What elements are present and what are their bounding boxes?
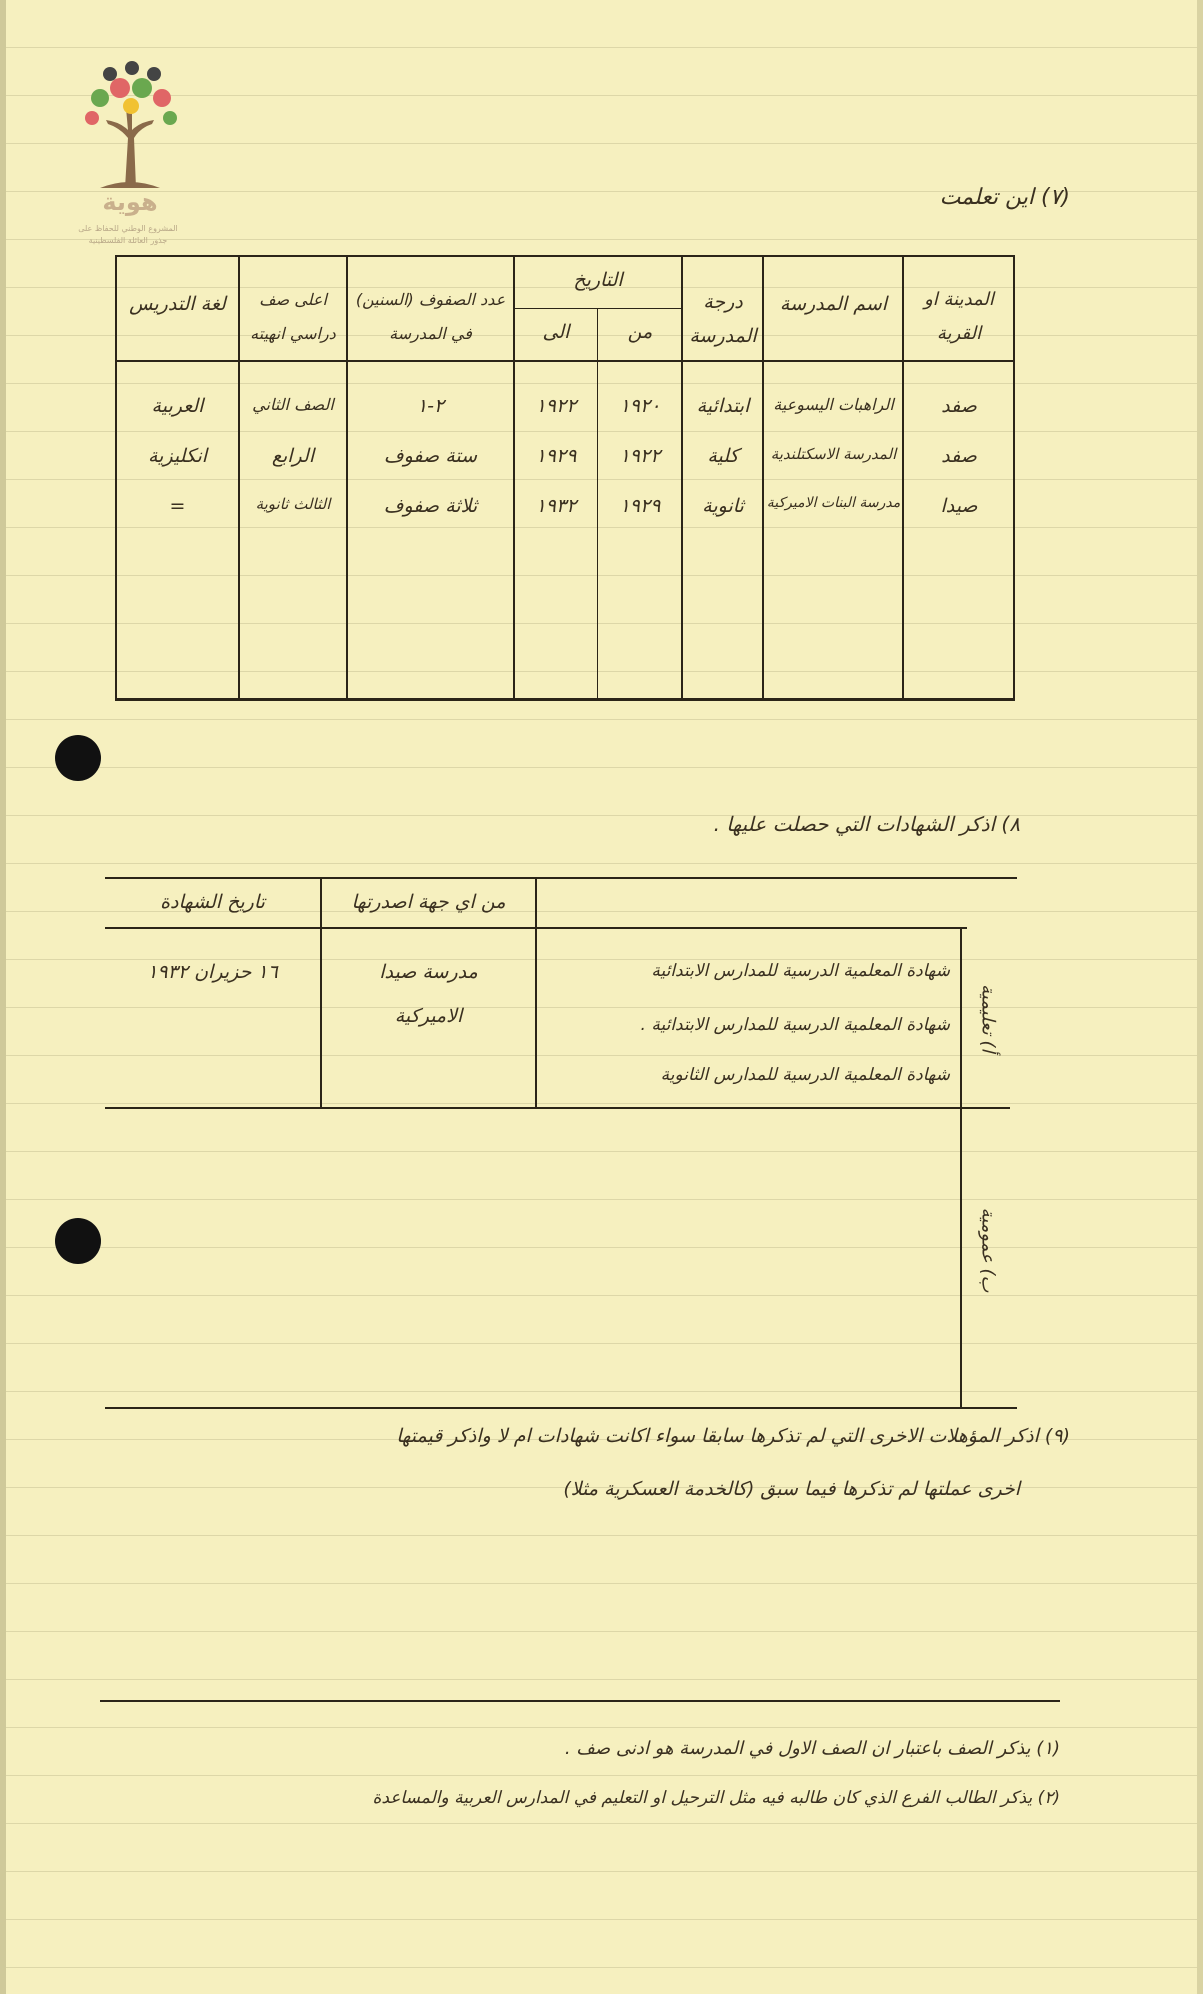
side-label-general: ب) عمومية xyxy=(977,1207,999,1293)
punch-hole-top xyxy=(55,735,101,781)
section8-title: ٨) اذكر الشهادات التي حصلت عليها . xyxy=(713,812,1020,836)
section9-line2: اخرى عملتها لم تذكرها فيما سبق (كالخدمة العسكرية مثلا) xyxy=(563,1478,1020,1500)
row1-grade: ابتدائية xyxy=(696,395,750,417)
row2-language: انكليزية xyxy=(147,445,208,467)
row2-school: المدرسة الاسكتلندية xyxy=(770,445,897,463)
section7-title: (٧) اين تعلمت xyxy=(939,185,1070,210)
row1-city: صفد xyxy=(941,395,977,417)
row3-to: ١٩٣٢ xyxy=(535,495,577,517)
header-highest: اعلى صف دراسي انهيته xyxy=(250,290,336,343)
certificates-table xyxy=(105,877,1017,1412)
row1-classes: ٢-١ xyxy=(416,395,445,417)
footnote-1: (١) يذكر الصف باعتبار ان الصف الاول في المدرسة هو ادنى صف . xyxy=(564,1738,1060,1759)
hawiya-logo xyxy=(70,48,190,268)
header-school: اسم المدرسة xyxy=(779,293,888,315)
row2-highest: الرابع xyxy=(271,445,315,467)
header-cert-date: تاريخ الشهادة xyxy=(160,891,265,913)
row3-city: صيدا xyxy=(940,495,978,517)
section9-line1: (٩) اذكر المؤهلات الاخرى التي لم تذكرها سابقا سواء اكانت شهادات ام لا واذكر قيمتها xyxy=(396,1425,1070,1447)
header-grade: درجة المدرسة xyxy=(689,291,757,347)
header-city: المدينة او القرية xyxy=(924,289,994,344)
logo-tagline-1: المشروع الوطني للحفاظ على xyxy=(78,224,178,233)
cert-3: شهادة المعلمية الدرسية للمدارس الثانوية xyxy=(660,1065,950,1085)
row2-to: ١٩٢٩ xyxy=(535,445,577,467)
row2-from: ١٩٢٢ xyxy=(619,445,661,467)
cert-issuer-2: الاميركية xyxy=(394,1005,463,1027)
row2-grade: كلية xyxy=(707,445,739,467)
row3-language: = xyxy=(169,495,186,517)
tree-icon xyxy=(70,48,190,188)
cert-2: شهادة المعلمية الدرسية للمدارس الابتدائية . xyxy=(640,1015,950,1035)
row1-highest: الصف الثاني xyxy=(252,395,334,414)
header-cert-issuer: من اي جهة اصدرتها xyxy=(351,891,506,913)
row3-classes: ثلاثة صفوف xyxy=(383,495,478,517)
side-label-educational: أ) تعليمية xyxy=(977,984,999,1053)
logo-tagline-2: جذور العائلة الفلسطينية xyxy=(88,236,168,245)
education-table xyxy=(115,255,1015,700)
logo-brand: هوية xyxy=(102,188,158,216)
header-to: الى xyxy=(542,321,570,343)
page-edge-left xyxy=(0,0,6,1994)
row1-from: ١٩٢٠ xyxy=(619,395,661,417)
page-edge-right xyxy=(1197,0,1203,1994)
cert-issuer-1: مدرسة صيدا xyxy=(379,961,478,983)
header-language: لغة التدريس xyxy=(129,293,226,315)
cert-1: شهادة المعلمية الدرسية للمدارس الابتدائية xyxy=(651,961,950,981)
row3-school: مدرسة البنات الاميركية xyxy=(766,495,901,511)
row1-to: ١٩٢٢ xyxy=(535,395,577,417)
header-date-group: التاريخ xyxy=(573,269,623,291)
row2-city: صفد xyxy=(941,445,977,467)
row3-highest: الثالث ثانوية xyxy=(255,495,331,513)
row1-school: الراهبات اليسوعية xyxy=(773,395,894,414)
header-classes: عدد الصفوف (السنين) في المدرسة xyxy=(355,290,506,343)
row1-language: العربية xyxy=(151,395,204,417)
footnote-2: (٢) يذكر الطالب الفرع الذي كان طالبه فيه مثل الترحيل او التعليم في المدارس العربية والمساعدة xyxy=(372,1788,1060,1808)
header-from: من xyxy=(627,321,653,343)
footnote-divider xyxy=(100,1700,1060,1702)
cert-date: ١٦ حزيران ١٩٣٢ xyxy=(147,961,278,983)
row2-classes: ستة صفوف xyxy=(383,445,478,467)
row3-from: ١٩٢٩ xyxy=(619,495,661,517)
row3-grade: ثانوية xyxy=(702,495,744,517)
punch-hole-bottom xyxy=(55,1218,101,1264)
